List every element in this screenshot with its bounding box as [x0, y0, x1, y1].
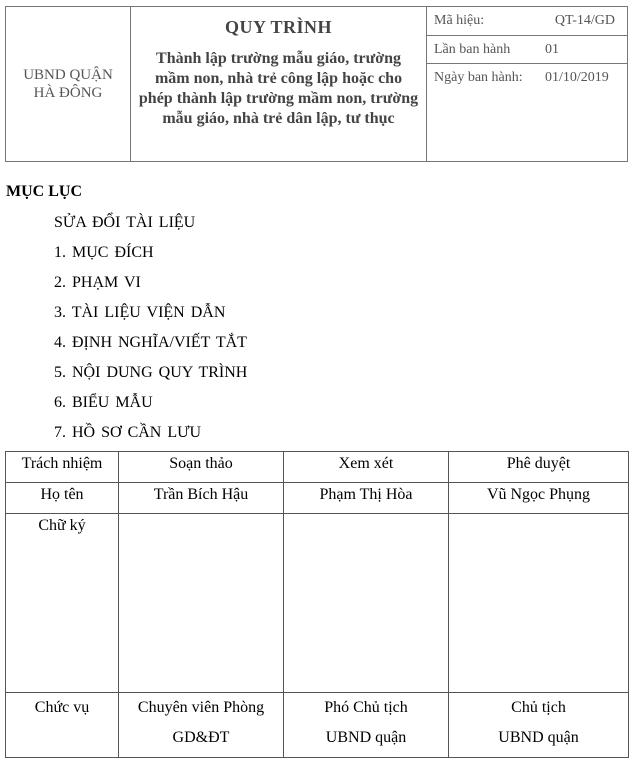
drafter-position: [119, 693, 284, 758]
position-line: Phó Chủ tịch: [324, 699, 408, 716]
name-label: Họ tên: [6, 483, 119, 514]
meta-row-empty: [427, 92, 627, 161]
document-subtitle: Thành lập trường mẫu giáo, trường mầm non, nhà trẻ công lập hoặc cho phép thành lập trường mầm non, trường mẫu giáo, nhà trẻ dân lập, tư thục: [138, 50, 419, 127]
position-line: UBND quận: [325, 729, 407, 746]
organization-cell: [6, 7, 131, 161]
table-row: [6, 452, 629, 483]
toc-item: 1. MỤC ĐÍCH: [54, 244, 154, 261]
organization-name-line2: HÀ ĐÔNG: [33, 85, 103, 101]
toc-item: SỬA ĐỔI TÀI LIỆU: [54, 214, 196, 231]
position-line: Chủ tịch: [511, 699, 566, 716]
header-approved: Phê duyệt: [449, 452, 629, 483]
meta-label: Mã hiệu:: [434, 13, 485, 28]
toc-item: 5. NỘI DUNG QUY TRÌNH: [54, 364, 248, 381]
approver-position: [449, 693, 629, 758]
reviewer-signature-area: [284, 514, 449, 693]
meta-value: QT-14/GD: [554, 13, 615, 28]
reviewer-position: [284, 693, 449, 758]
signature-table: [5, 451, 629, 758]
header-responsibility: Trách nhiệm: [6, 452, 119, 483]
drafter-name: Trần Bích Hậu: [119, 483, 284, 514]
toc-item: 3. TÀI LIỆU VIỆN DẪN: [54, 304, 226, 321]
meta-label: Ngày ban hành:: [434, 70, 523, 85]
document-header: [5, 6, 628, 162]
table-row: [6, 693, 629, 758]
position-line: GD&ĐT: [172, 729, 230, 746]
title-cell: [131, 7, 427, 161]
meta-row-issue: [427, 36, 627, 64]
approver-signature-area: [449, 514, 629, 693]
drafter-signature-area: [119, 514, 284, 693]
organization-name-line1: UBND QUẬN: [23, 67, 113, 83]
toc-item: 4. ĐỊNH NGHĨA/VIẾT TẮT: [54, 334, 247, 351]
table-row: [6, 483, 629, 514]
approver-name: Vũ Ngọc Phụng: [449, 483, 629, 514]
document-title: QUY TRÌNH: [224, 17, 332, 37]
position-line: UBND quận: [498, 729, 579, 746]
toc-item: 6. BIỂU MẪU: [54, 394, 153, 411]
table-of-contents: [54, 212, 247, 452]
header-drafted: Soạn thảo: [119, 452, 284, 483]
meta-label: Lần ban hành: [434, 41, 511, 57]
table-row: [6, 514, 629, 693]
meta-row-code: [427, 7, 627, 36]
meta-value: 01/10/2019: [545, 70, 609, 85]
meta-value: 01: [545, 41, 559, 57]
position-label: Chức vụ: [6, 693, 119, 758]
meta-row-date: [427, 64, 627, 92]
toc-title: MỤC LỤC: [6, 183, 82, 200]
header-reviewed: Xem xét: [284, 452, 449, 483]
toc-item: 2. PHẠM VI: [54, 274, 141, 291]
meta-cell: [427, 7, 627, 161]
signature-label: Chữ ký: [6, 514, 119, 693]
toc-item: 7. HỒ SƠ CẦN LƯU: [54, 424, 202, 441]
position-line: Chuyên viên Phòng: [137, 699, 265, 716]
reviewer-name: Phạm Thị Hòa: [284, 483, 449, 514]
